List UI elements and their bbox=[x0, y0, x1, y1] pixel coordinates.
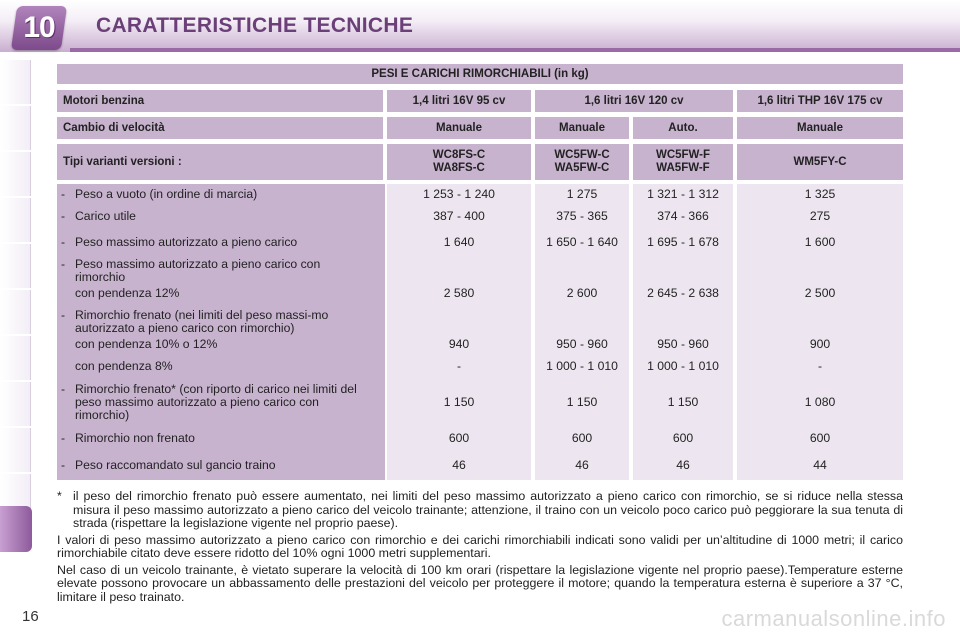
cell-value: 600 bbox=[809, 431, 831, 445]
side-tab-active[interactable] bbox=[0, 506, 32, 552]
engine-header: 1,6 litri THP 16V 175 cv bbox=[737, 90, 903, 112]
cell-value: 1 650 - 1 640 bbox=[546, 235, 618, 249]
side-tab[interactable] bbox=[0, 428, 31, 472]
engines-label: Motori benzina bbox=[57, 90, 383, 112]
cell-value: 46 bbox=[676, 458, 690, 472]
side-tab[interactable] bbox=[0, 106, 31, 150]
variants-row bbox=[57, 144, 903, 180]
variant-header: WC5FW-C WA5FW-C bbox=[535, 144, 629, 180]
paragraph-speed-temperature: Nel caso di un veicolo trainante, è vietato superare la velocità di 100 km orari (rispettare la legislazione vigente nel proprio paese).Temperature esterne elevate possono provocare un abbassamento delle prestazioni del veicolo per proteggere il motore; quando la temperatura esterna è superiore a 37 °C, limitare il peso trainato. bbox=[57, 562, 903, 604]
footnote-marker: * bbox=[57, 489, 62, 503]
row-label: Peso massimo autorizzato a pieno carico con rimorchio bbox=[75, 257, 321, 284]
cell-value: 950 - 960 bbox=[657, 337, 709, 351]
cell-value: 2 600 bbox=[566, 286, 598, 300]
side-tab[interactable] bbox=[0, 244, 31, 288]
cell-value: 940 bbox=[448, 337, 470, 351]
cell-value: 387 - 400 bbox=[433, 209, 485, 223]
cell-value: 2 580 bbox=[443, 286, 475, 300]
cell-value: - bbox=[456, 359, 462, 373]
row-label: Peso a vuoto (in ordine di marcia) bbox=[75, 187, 258, 201]
row-label: Rimorchio frenato (nei limiti del peso massi-mo autorizzato a pieno carico con rimorchio) bbox=[75, 308, 329, 335]
gearbox-label: Cambio di velocità bbox=[57, 117, 383, 139]
row-dash: - bbox=[61, 257, 66, 271]
cell-value: 1 253 - 1 240 bbox=[423, 187, 495, 201]
row-label: con pendenza 8% bbox=[75, 359, 173, 373]
cell-value: 2 645 - 2 638 bbox=[647, 286, 719, 300]
cell-value: 2 500 bbox=[804, 286, 836, 300]
cell-value: 1 695 - 1 678 bbox=[647, 235, 719, 249]
cell-value: 1 000 - 1 010 bbox=[546, 359, 618, 373]
cell-value: 1 321 - 1 312 bbox=[647, 187, 719, 201]
cell-value: 1 640 bbox=[443, 235, 475, 249]
cell-value: 1 150 bbox=[566, 395, 598, 409]
cell-value: 600 bbox=[672, 431, 694, 445]
cell-value: 46 bbox=[575, 458, 589, 472]
chapter-number: 10 bbox=[23, 11, 55, 44]
gearbox-header: Auto. bbox=[633, 117, 733, 139]
table-title: PESI E CARICHI RIMORCHIABILI (in kg) bbox=[57, 64, 903, 84]
row-label: Peso massimo autorizzato a pieno carico bbox=[75, 235, 298, 249]
side-tab[interactable] bbox=[0, 198, 31, 242]
side-tab[interactable] bbox=[0, 382, 31, 426]
engines-row bbox=[57, 90, 903, 112]
row-dash: - bbox=[61, 458, 66, 472]
gearbox-header: Manuale bbox=[535, 117, 629, 139]
gearbox-header: Manuale bbox=[387, 117, 531, 139]
cell-value: 374 - 366 bbox=[657, 209, 709, 223]
header-rule bbox=[70, 48, 960, 52]
cell-value: 1 600 bbox=[804, 235, 836, 249]
row-dash: - bbox=[61, 209, 66, 223]
cell-value: 46 bbox=[452, 458, 466, 472]
row-label: con pendenza 10% o 12% bbox=[75, 337, 218, 351]
variant-header: WC8FS-C WA8FS-C bbox=[387, 144, 531, 180]
cell-value: 275 bbox=[809, 209, 831, 223]
side-tab[interactable] bbox=[0, 336, 31, 380]
cell-value: 1 275 bbox=[566, 187, 598, 201]
side-tab[interactable] bbox=[0, 152, 31, 196]
side-tab[interactable] bbox=[0, 60, 31, 104]
engine-header: 1,4 litri 16V 95 cv bbox=[387, 90, 531, 112]
cell-value: 1 000 - 1 010 bbox=[647, 359, 719, 373]
row-label: con pendenza 12% bbox=[75, 286, 180, 300]
cell-value: 44 bbox=[813, 458, 827, 472]
row-dash: - bbox=[61, 235, 66, 249]
cell-value: 1 325 bbox=[804, 187, 836, 201]
row-label: Carico utile bbox=[75, 209, 136, 223]
row-label: Rimorchio frenato* (con riporto di carico nei limiti del peso massimo autorizzato a pieno carico con rimorchio) bbox=[75, 382, 357, 422]
paragraph-altitude: I valori di peso massimo autorizzato a pieno carico con rimorchio e dei carichi rimorchiabili indicati sono validi per un’altitudine di 1000 metri; il carico rimorchiabile citato deve essere ridotto del 10% ogni 1000 metri supplementari. bbox=[57, 532, 903, 560]
row-label: Peso raccomandato sul gancio traino bbox=[75, 458, 276, 472]
row-dash: - bbox=[61, 308, 66, 322]
row-dash: - bbox=[61, 187, 66, 201]
cell-value: - bbox=[817, 359, 823, 373]
footnote-star bbox=[57, 490, 903, 531]
variant-header: WC5FW-F WA5FW-F bbox=[633, 144, 733, 180]
gearbox-header: Manuale bbox=[737, 117, 903, 139]
cell-value: 1 080 bbox=[804, 395, 836, 409]
page-number: 16 bbox=[22, 608, 39, 625]
row-dash: - bbox=[61, 431, 66, 445]
row-dash: - bbox=[61, 382, 66, 396]
footnote-text: il peso del rimorchio frenato può essere aumentato, nei limiti del peso massimo autorizzato a pieno carico con rimorchio, se si riduce nella stessa misura il peso massimo autorizzato a pieno carico del veicolo trainante; attenzione, il traino con un veicolo poco carico può peggiorare la sua tenuta di strada (rispettare la legislazione vigente nel proprio paese). bbox=[73, 489, 903, 530]
cell-value: 1 150 bbox=[667, 395, 699, 409]
gearbox-row bbox=[57, 117, 903, 139]
cell-value: 950 - 960 bbox=[556, 337, 608, 351]
watermark: carmanualsonline.info bbox=[721, 606, 946, 631]
page-title: CARATTERISTICHE TECNICHE bbox=[96, 14, 414, 37]
side-tab[interactable] bbox=[0, 290, 31, 334]
cell-value: 600 bbox=[448, 431, 470, 445]
variant-header: WM5FY-C bbox=[737, 144, 903, 180]
cell-value: 900 bbox=[809, 337, 831, 351]
cell-value: 600 bbox=[571, 431, 593, 445]
table-title-row bbox=[57, 64, 903, 84]
row-label: Rimorchio non frenato bbox=[75, 431, 195, 445]
variants-label: Tipi varianti versioni : bbox=[57, 144, 383, 180]
footnotes bbox=[57, 490, 903, 604]
cell-value: 375 - 365 bbox=[556, 209, 608, 223]
engine-header: 1,6 litri 16V 120 cv bbox=[535, 90, 733, 112]
cell-value: 1 150 bbox=[443, 395, 475, 409]
